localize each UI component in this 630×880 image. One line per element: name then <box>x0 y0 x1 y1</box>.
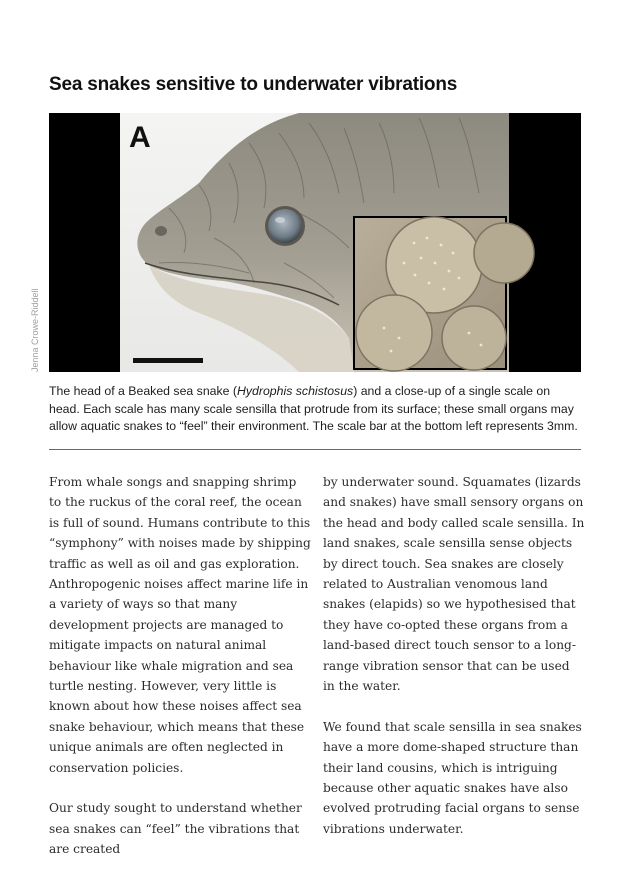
snake-head-photo <box>49 113 581 372</box>
section-divider <box>49 449 581 450</box>
figure-caption <box>49 383 584 436</box>
body-column-right <box>323 472 585 860</box>
caption-species: Hydrophis schistosus <box>237 384 354 398</box>
caption-text-end: ) and a close-up of a single scale on head. Each scale has many scale sensilla that protrude from its surface; these small organs may allow aquatic snakes to “feel” their environment. The scale bar at the bottom left represents 3mm. <box>49 384 578 433</box>
scale-bar <box>133 358 203 363</box>
caption-text-start: The head of a Beaked sea snake ( <box>49 384 237 398</box>
body-column-left <box>49 472 311 880</box>
article-title: Sea snakes sensitive to underwater vibrations <box>49 74 458 95</box>
photo-credit: Jenna Crowe-Riddell <box>30 288 40 372</box>
body-paragraph: by underwater sound. Squamates (lizards and snakes) have small sensory organs on the head and body called scale sensilla. In land snakes, scale sensilla sense objects by direct touch. Sea snakes are closely related to Australian venomous land snakes (elapids) so we hypothesised that they have co-opted these organs from a land-based direct touch sensor to a long-range vibration sensor that can be used in the water. <box>323 475 585 694</box>
body-paragraph: From whale songs and snapping shrimp to the ruckus of the coral reef, the ocean is full of sound. Humans contribute to this “symphony” with noises made by shipping traffic as well as oil and gas exploration. Anthropogenic noises affect marine life in a variety of ways so that many development projects are managed to mitigate impacts on natural animal behaviour like whale migration and sea turtle nesting. However, very little is known about how these noises affect sea snake behaviour, which means that these unique animals are often neglected in conservation policies. <box>49 475 311 775</box>
body-paragraph: Our study sought to understand whether sea snakes can “feel” the vibrations that are created <box>49 801 302 857</box>
body-paragraph: We found that scale sensilla in sea snakes have a more dome-shaped structure than their land cousins, which is intriguing because other aquatic snakes have also evolved protruding facial organs to sense vibrations underwater. <box>323 719 582 836</box>
panel-label: A <box>129 121 151 154</box>
snake-head-figure <box>49 113 581 372</box>
